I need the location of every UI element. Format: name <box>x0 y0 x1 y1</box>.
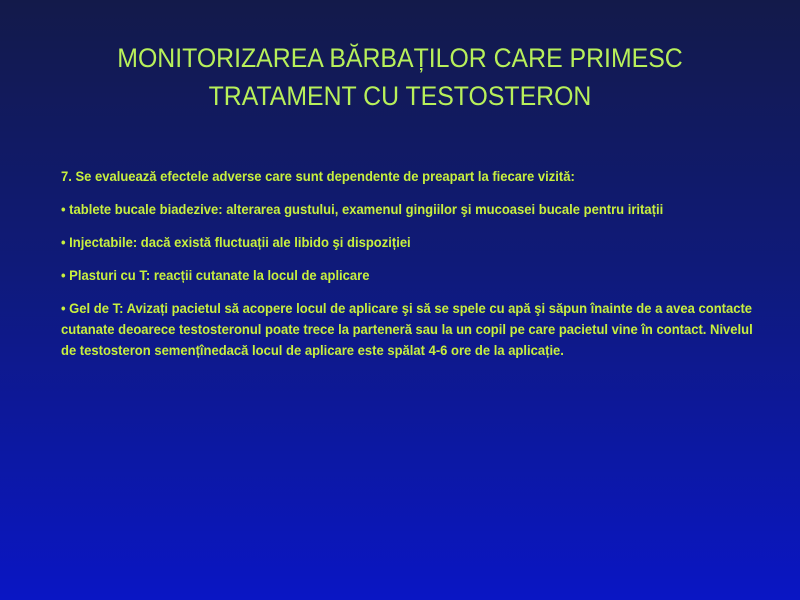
intro-text: 7. Se evaluează efectele adverse care sunt dependente de preapart la fiecare vizită: <box>61 168 575 184</box>
slide-body <box>61 166 773 373</box>
bullet-injectables: • Injectabile: dacă există fluctuații ale libido şi dispoziției <box>61 234 411 250</box>
bullet-patches: • Plasturi cu T: reacții cutanate la locul de aplicare <box>61 267 370 283</box>
slide-title <box>87 39 713 115</box>
slide-title-line-2: TRATAMENT CU TESTOSTERON <box>208 81 592 111</box>
bullet-gel: • Gel de T: Avizați pacietul să acopere locul de aplicare şi să se spele cu apă şi săpun înainte de a avea contacte cutanate deoarece testosteronul poate trece la parteneră sau la un copil pe care pacietul vine în contact. Nivelul de testosteron semențînedacă locul de aplicare este spălat 4-6 ore de la aplicație. <box>61 300 753 358</box>
slide-title-line-1: MONITORIZAREA BĂRBAȚILOR CARE PRIMESC <box>117 43 683 73</box>
bullet-bucal-tablets: • tablete bucale biadezive: alterarea gustului, examenul gingiilor şi mucoasei bucale pentru iritații <box>61 201 664 217</box>
